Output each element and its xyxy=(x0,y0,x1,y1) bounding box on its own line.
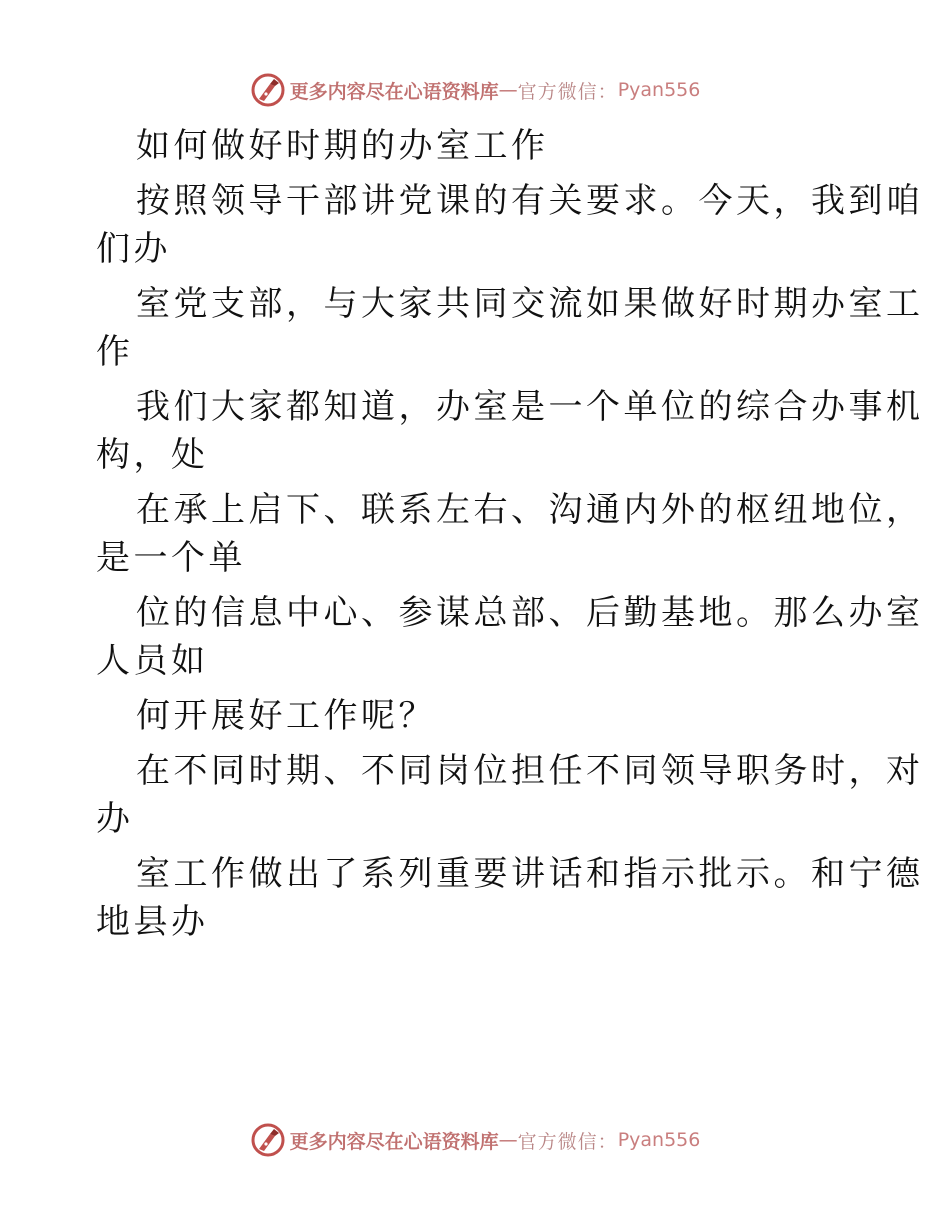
watermark-label: 官方微信： xyxy=(517,80,618,103)
watermark-wechat-id: Pyan556 xyxy=(617,79,701,101)
text-line: 是一个单 xyxy=(96,538,246,578)
text-line: 在不同时期、不同岗位担任不同领导职务时，对 xyxy=(136,751,924,791)
pen-nib-circle-icon xyxy=(250,72,286,108)
footer-watermark xyxy=(0,1120,950,1160)
text-line: 何开展好工作呢？ xyxy=(136,696,436,736)
header-watermark xyxy=(0,70,950,110)
text-line: 在承上启下、联系左右、沟通内外的枢纽地位， xyxy=(136,490,924,530)
watermark-dash: — xyxy=(498,79,518,101)
text-line: 按照领导干部讲党课的有关要求。今天，我到咱 xyxy=(136,181,924,221)
watermark-dash: — xyxy=(498,1129,518,1151)
text-line: 们办 xyxy=(96,229,171,269)
text-line: 办 xyxy=(96,799,134,839)
text-line: 位的信息中心、参谋总部、后勤基地。那么办室 xyxy=(136,593,924,633)
text-line: 地县办 xyxy=(96,902,209,942)
document-title: 如何做好时期的办室工作 xyxy=(136,126,549,166)
text-line: 室工作做出了系列重要讲话和指示批示。和宁德 xyxy=(136,854,924,894)
text-line: 构，处 xyxy=(96,435,209,475)
watermark-wechat-id: Pyan556 xyxy=(617,1129,701,1151)
watermark-label: 官方微信： xyxy=(517,1130,618,1153)
text-line: 作 xyxy=(96,332,134,372)
pen-nib-circle-icon xyxy=(250,1122,286,1158)
text-line: 我们大家都知道，办室是一个单位的综合办事机 xyxy=(136,387,924,427)
watermark-brand: 更多内容尽在心语资料库 xyxy=(289,1130,499,1153)
text-line: 人员如 xyxy=(96,641,209,681)
text-line: 室党支部，与大家共同交流如果做好时期办室工 xyxy=(136,284,924,324)
document-body xyxy=(96,122,924,946)
watermark-brand: 更多内容尽在心语资料库 xyxy=(289,80,499,103)
